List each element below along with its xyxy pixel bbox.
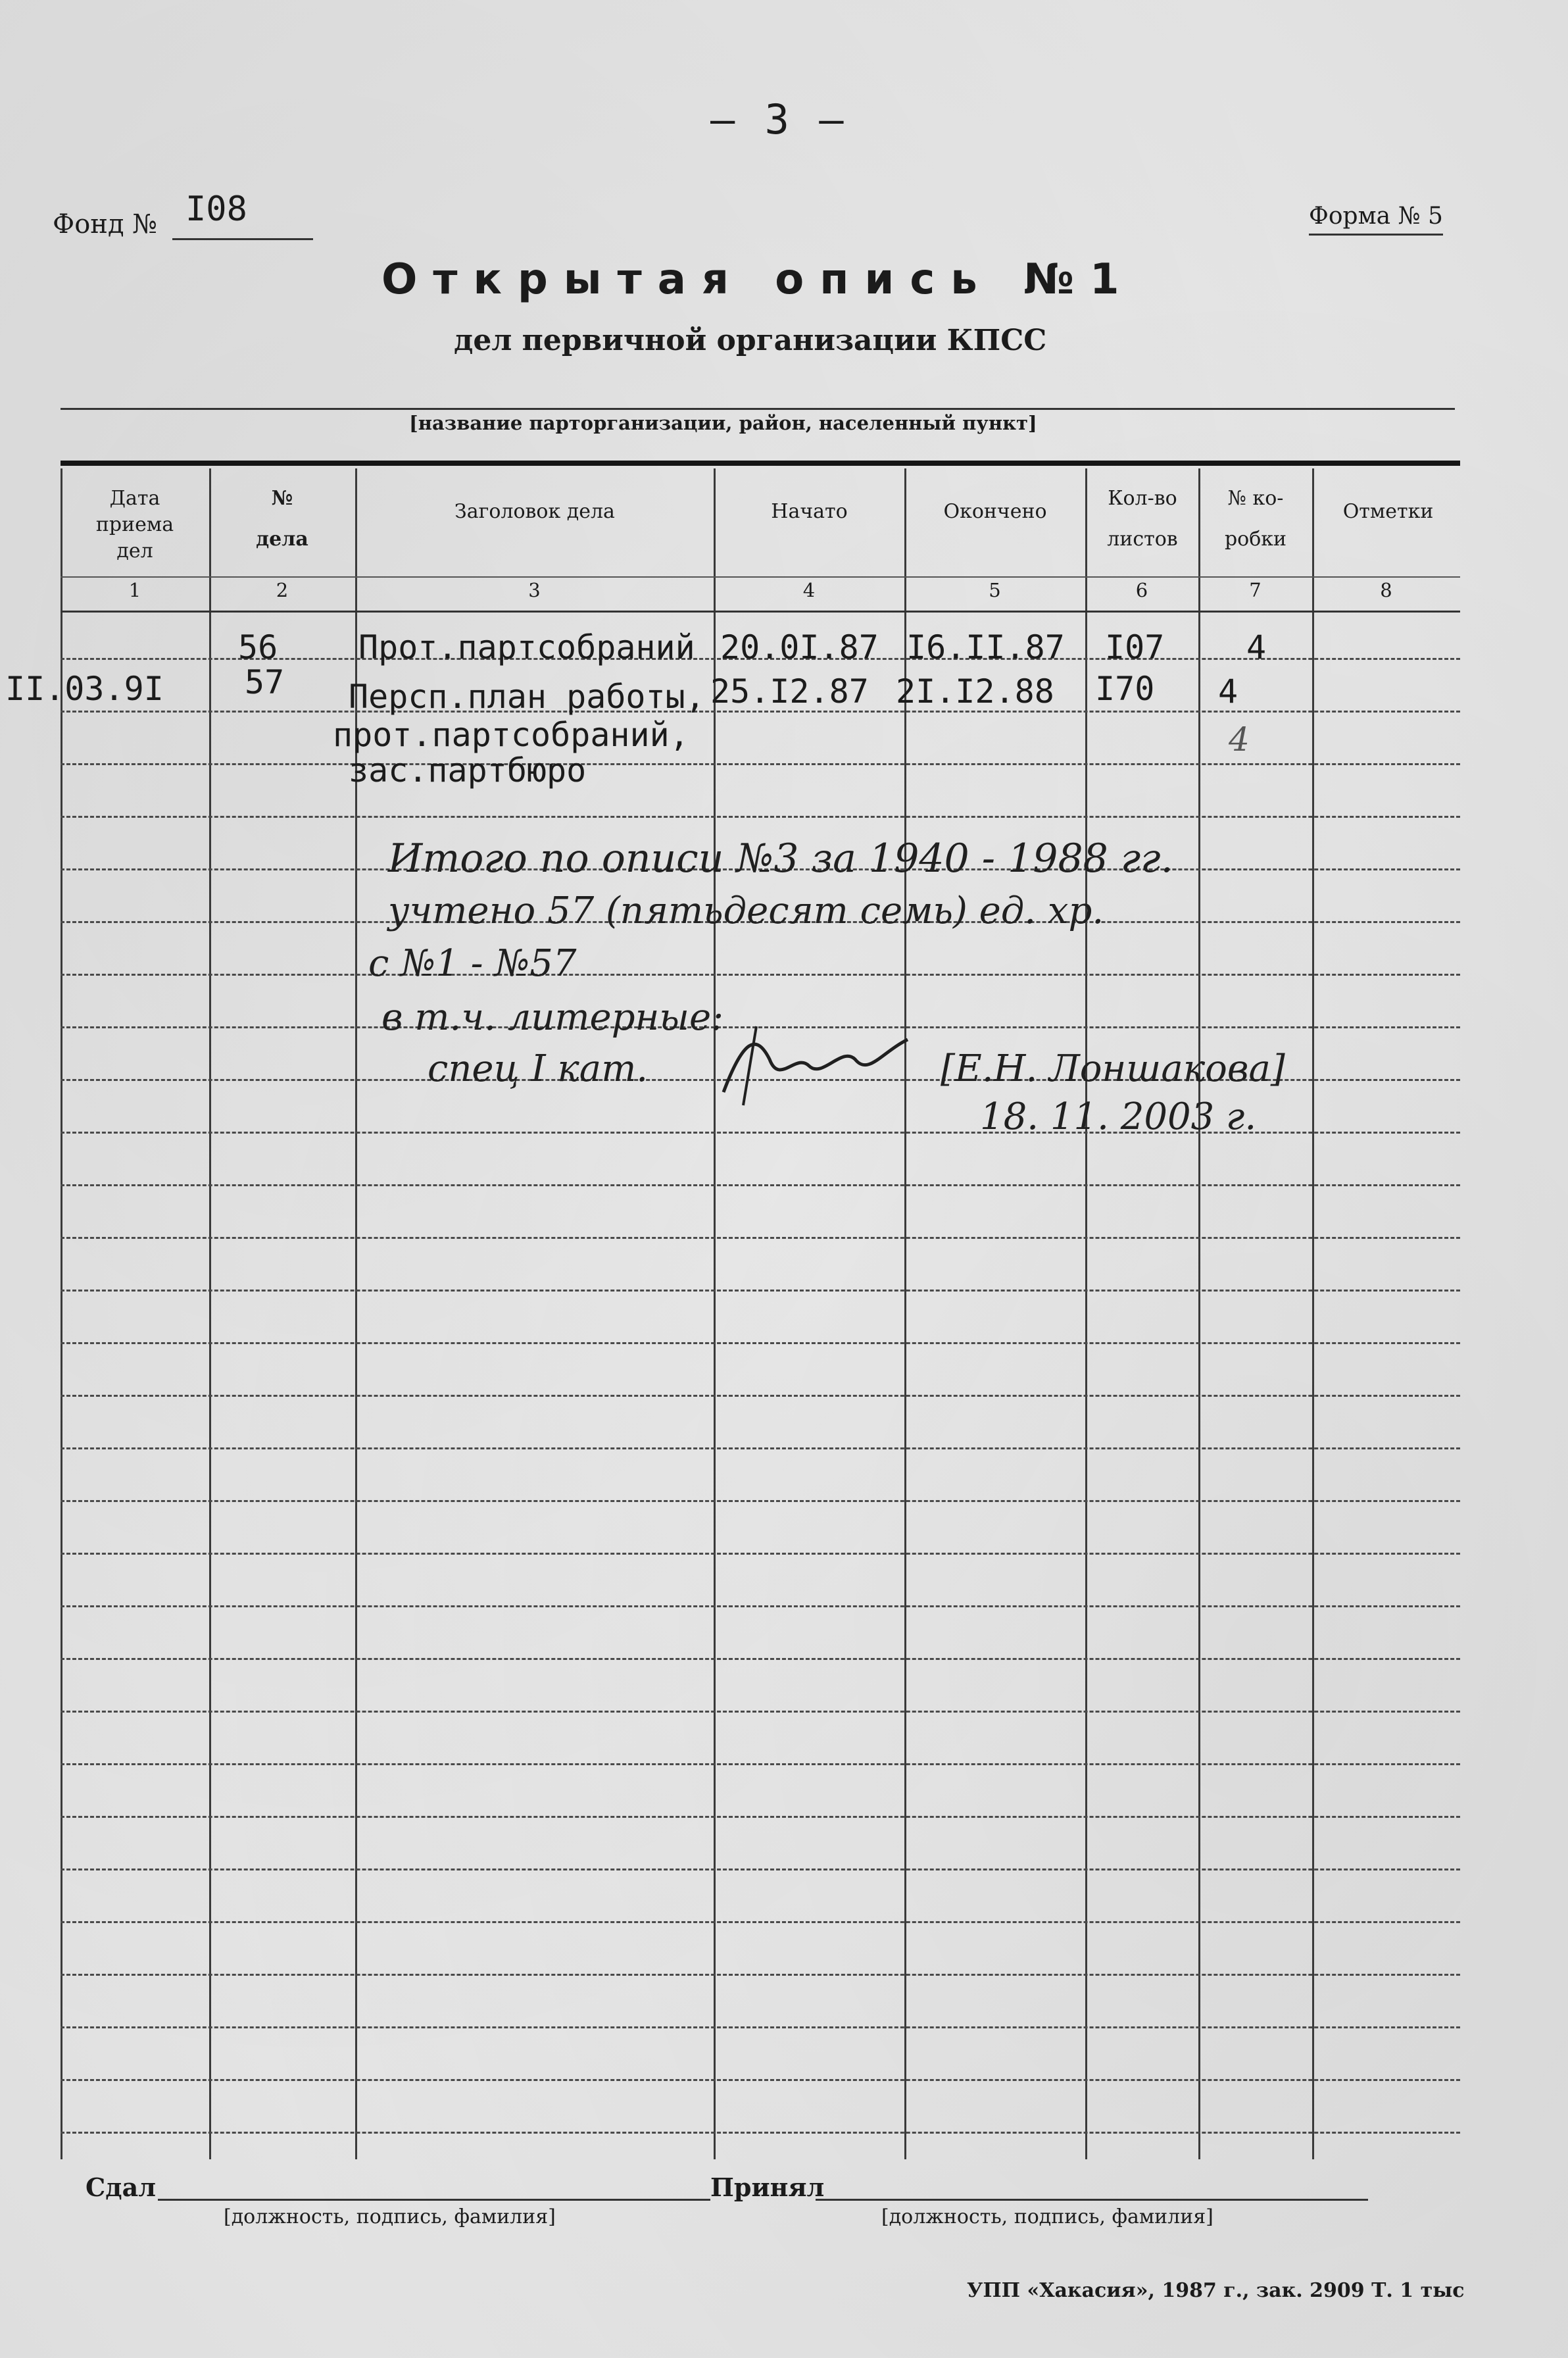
table-row-line <box>61 1342 1460 1344</box>
table-row-line <box>61 1711 1460 1713</box>
table-row-line <box>61 1237 1460 1239</box>
table-row-line <box>61 1605 1460 1607</box>
header-sheets <box>1090 486 1194 553</box>
row1-start: 20.0I.87 <box>720 628 879 666</box>
col-divider <box>904 468 906 2159</box>
col-num-1: 1 <box>128 579 141 601</box>
org-name-line <box>61 408 1455 410</box>
table-row-line <box>61 2079 1460 2081</box>
header-start: Начато <box>771 500 848 523</box>
header-case-number <box>214 486 350 553</box>
table-row-line <box>61 1447 1460 1449</box>
row1-sheets: I07 <box>1105 628 1165 666</box>
col-num-4: 4 <box>802 579 816 601</box>
handwritten-signer-name: [Е.Н. Лоншакова] <box>941 1047 1285 1090</box>
row2-box: 4 <box>1218 672 1238 711</box>
header-date-line: приема <box>95 513 174 536</box>
header-case-number-line: дела <box>256 528 308 551</box>
col-num-2: 2 <box>276 579 289 601</box>
col-num-8: 8 <box>1380 579 1392 601</box>
header-sheets-line: Кол-во <box>1108 487 1177 510</box>
header-box-line: робки <box>1224 528 1287 551</box>
col-num-7: 7 <box>1249 579 1262 601</box>
handwritten-date: 18. 11. 2003 г. <box>980 1095 1257 1138</box>
handed-over-line <box>158 2199 710 2201</box>
header-underline <box>61 576 1460 578</box>
form-label: Форма № 5 <box>1309 203 1443 236</box>
table-row-line <box>61 1763 1460 1765</box>
fond-value: I08 <box>185 189 247 229</box>
header-end: Окончено <box>943 500 1047 523</box>
row2-date: II.03.9I <box>5 670 164 708</box>
table-row-line <box>61 1553 1460 1555</box>
handwritten-literal-line: в т.ч. литерные: <box>381 996 724 1039</box>
table-row-line <box>61 1816 1460 1818</box>
header-date <box>66 486 204 564</box>
col-divider <box>1312 468 1314 2159</box>
table-left-border <box>61 468 62 2159</box>
received-line <box>816 2199 1368 2201</box>
header-case-title: Заголовок дела <box>454 500 615 523</box>
header-sheets-line: листов <box>1107 528 1178 551</box>
printer-imprint: УПП «Хакасия», 1987 г., зак. 2909 Т. 1 тыс <box>967 2279 1465 2302</box>
table-row-line <box>61 1658 1460 1660</box>
org-name-caption: [название парторганизации, район, населенный пункт] <box>409 412 1037 434</box>
col-divider <box>1085 468 1087 2159</box>
row2-title-line2: прот.партсобраний, <box>333 716 689 754</box>
table-row-line <box>61 2132 1460 2134</box>
row1-case-number: 56 <box>238 628 278 666</box>
row2-start: 25.I2.87 <box>710 672 869 711</box>
table-top-border <box>61 461 1460 466</box>
handed-over-label: Сдал <box>86 2172 156 2202</box>
table-row-line <box>61 1869 1460 1870</box>
col-num-6: 6 <box>1135 579 1148 601</box>
col-num-5: 5 <box>989 579 1001 601</box>
row1-end: I6.II.87 <box>906 628 1065 666</box>
document-title: Открытая опись №1 <box>381 255 1135 304</box>
row2-end: 2I.I2.88 <box>896 672 1054 711</box>
table-row-line <box>61 1184 1460 1186</box>
table-row-line <box>61 816 1460 818</box>
signature-mark <box>717 1013 914 1112</box>
header-notes: Отметки <box>1342 500 1434 523</box>
column-number-underline <box>61 611 1460 613</box>
fond-underline <box>172 238 313 240</box>
col-divider <box>1198 468 1200 2159</box>
received-label: Принял <box>710 2172 825 2202</box>
header-date-line: дел <box>116 539 153 563</box>
table-row-line <box>61 1500 1460 1502</box>
table-row-line <box>61 763 1460 765</box>
handed-over-caption: [должность, подпись, фамилия] <box>224 2205 556 2228</box>
table-row-line <box>61 711 1460 713</box>
document-subtitle: дел первичной организации КПСС <box>454 324 1047 357</box>
row2-sheets: I70 <box>1095 670 1155 708</box>
table-row-line <box>61 1290 1460 1292</box>
handwritten-count-line: учтено 57 (пятьдесят семь) ед. хр. <box>388 890 1104 932</box>
row2-title-line1: Персп.план работы, <box>349 678 705 716</box>
table-row-line <box>61 2026 1460 2028</box>
header-box-line: № ко- <box>1227 487 1284 510</box>
handwritten-range-line: с №1 - №57 <box>368 942 577 985</box>
handwritten-special-line: спец I кат. <box>428 1047 649 1090</box>
table-row-line <box>61 1395 1460 1397</box>
table-row-line <box>61 1974 1460 1976</box>
col-divider <box>209 468 211 2159</box>
col-divider <box>714 468 716 2159</box>
handwritten-total-line: Итого по описи №3 за 1940 - 1988 гг. <box>388 836 1173 882</box>
fond-label: Фонд № <box>53 209 158 239</box>
header-case-number-line: № <box>271 487 293 510</box>
col-num-3: 3 <box>528 579 541 601</box>
page-number: – 3 – <box>710 95 846 143</box>
received-caption: [должность, подпись, фамилия] <box>881 2205 1213 2228</box>
row1-box: 4 <box>1246 628 1267 666</box>
box-extra-handwritten: 4 <box>1229 720 1250 759</box>
table-row-line <box>61 1921 1460 1923</box>
header-date-line: Дата <box>109 487 160 510</box>
row2-title-line3: зас.партбюро <box>349 751 587 790</box>
row2-case-number: 57 <box>245 663 285 701</box>
table-row-line <box>61 974 1460 976</box>
row1-case-title: Прот.партсобраний <box>358 628 695 666</box>
header-box <box>1204 486 1308 553</box>
